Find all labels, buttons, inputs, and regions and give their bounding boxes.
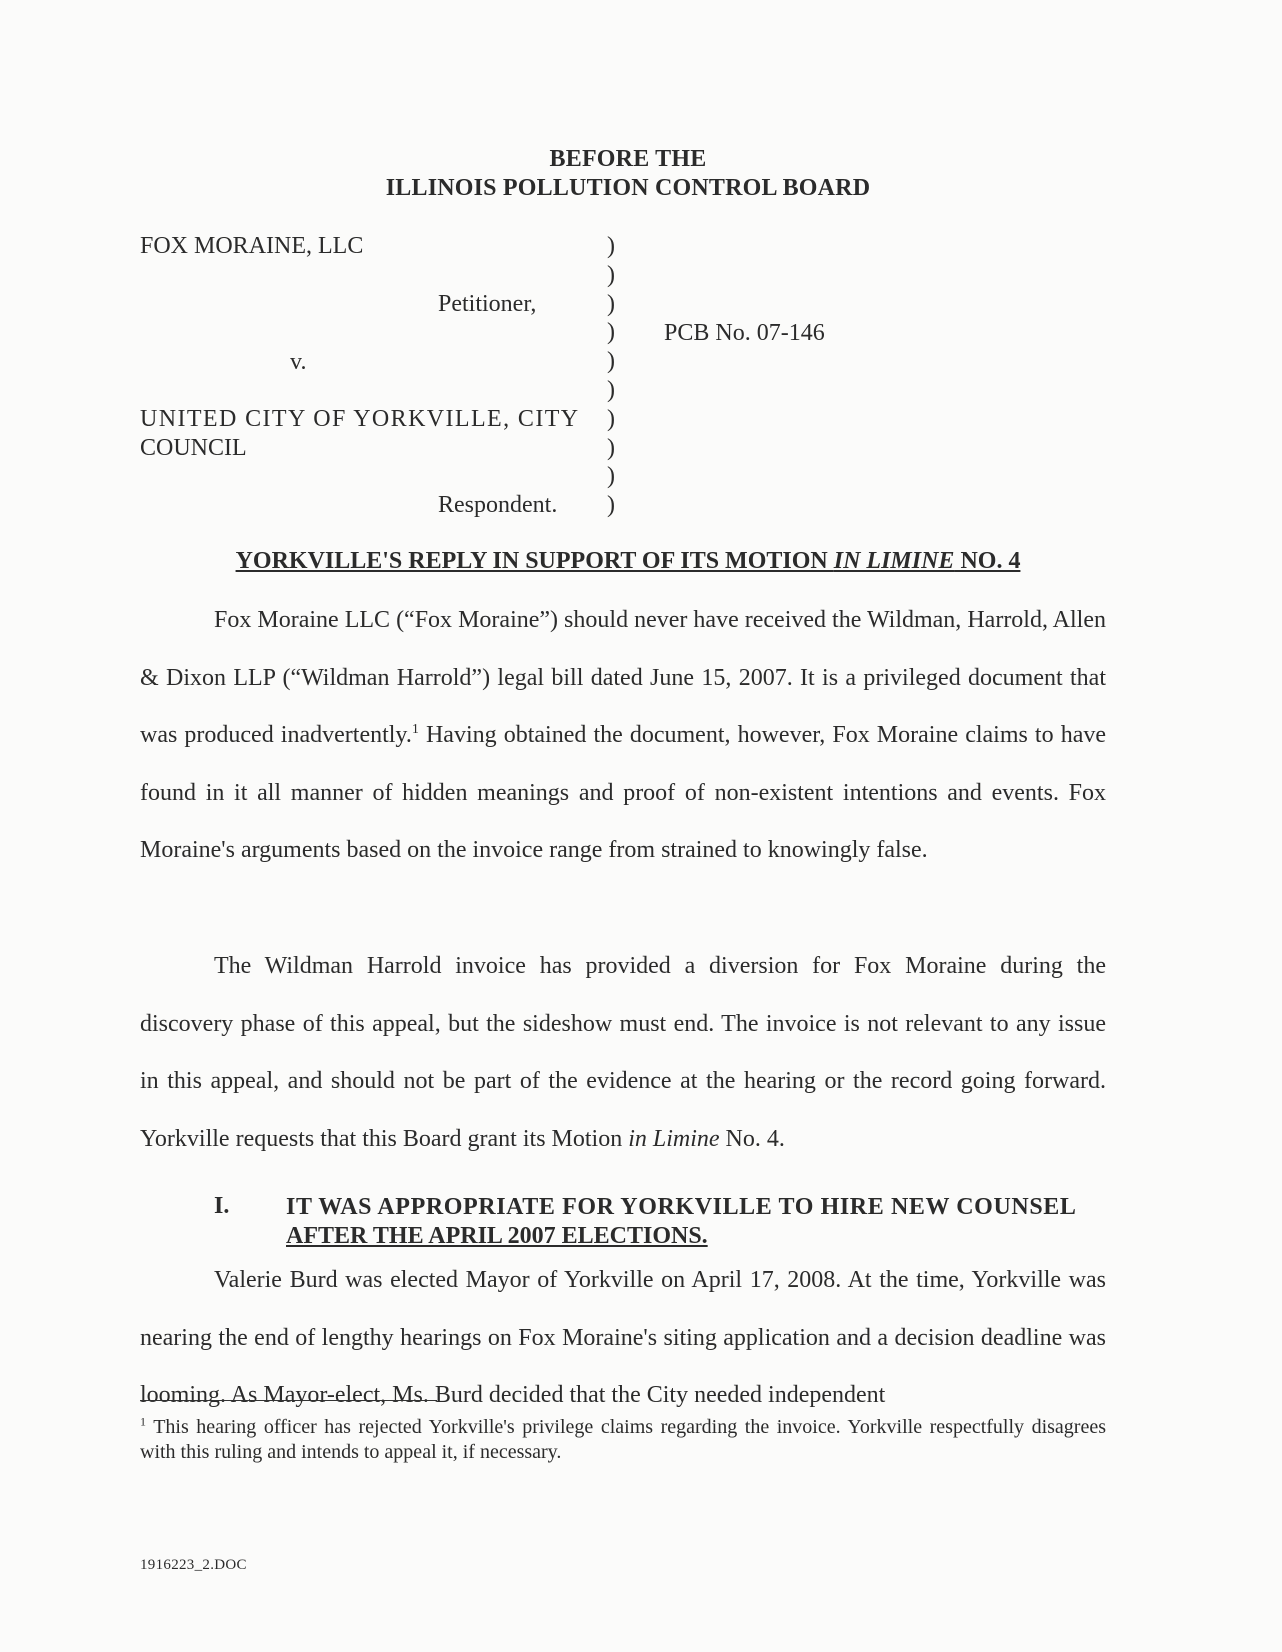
caption-line-2: ILLINOIS POLLUTION CONTROL BOARD bbox=[385, 175, 871, 201]
section-heading bbox=[286, 1193, 1106, 1251]
paren: ) bbox=[607, 319, 615, 346]
section-heading-line-1: IT WAS APPROPRIATE FOR YORKVILLE TO HIRE NEW COUNSEL bbox=[286, 1194, 1077, 1220]
respondent-name-line-2: COUNCIL bbox=[140, 435, 247, 461]
footnote-separator bbox=[140, 1400, 437, 1401]
document-id: 1916223_2.DOC bbox=[140, 1557, 247, 1573]
paragraph-1-text-b: Having obtained the document, however, Fox Moraine claims to have found in it all manner of hidden meanings and proof of non-existent intentions and events. Fox Moraine's arguments based on the invoice range from strained to knowingly false. bbox=[140, 722, 1106, 863]
respondent-role: Respondent. bbox=[438, 492, 558, 518]
footnote-text: This hearing officer has rejected Yorkville's privilege claims regarding the invoice. Yorkville respectfully disagrees with this ruling and intends to appeal it, if necessary. bbox=[140, 1416, 1106, 1463]
paragraph-2-text-a: The Wildman Harrold invoice has provided a diversion for Fox Moraine during the discovery phase of this appeal, but the sideshow must end. The invoice is not relevant to any issue in this appeal, and should not be part of the evidence at the hearing or the record going forward. Yorkville requests that this Board grant its Motion bbox=[140, 953, 1106, 1152]
paren: ) bbox=[607, 405, 615, 432]
paren: ) bbox=[607, 463, 615, 490]
document-title bbox=[0, 548, 1256, 575]
paren: ) bbox=[607, 233, 615, 259]
footnote bbox=[140, 1415, 1106, 1465]
petitioner-role: Petitioner, bbox=[438, 291, 537, 317]
paragraph-1-text-a: Fox Moraine LLC (“Fox Moraine”) should never have received the Wildman, Harrold, Allen & Dixon LLP (“Wildman Harrold”) legal bill dated June 15, 2007. It is a privileged document that was produced inadvertently. bbox=[140, 607, 1106, 748]
paren: ) bbox=[607, 434, 615, 461]
respondent-name-line-1: UNITED CITY OF YORKVILLE, CITY bbox=[140, 406, 580, 432]
case-number: PCB No. 07-146 bbox=[664, 320, 825, 346]
paragraph-1 bbox=[140, 592, 1106, 880]
section-number: I. bbox=[214, 1193, 230, 1219]
caption-line-1: BEFORE THE bbox=[549, 146, 707, 172]
paren: ) bbox=[607, 376, 615, 403]
title-italic: IN LIMINE bbox=[833, 548, 955, 574]
caption-parentheses bbox=[607, 232, 627, 520]
versus-label: v. bbox=[290, 349, 307, 375]
petitioner-name: FOX MORAINE, LLC bbox=[140, 233, 364, 259]
paragraph-2-text-b: No. 4. bbox=[719, 1125, 785, 1152]
paragraph-3: Valerie Burd was elected Mayor of Yorkville on April 17, 2008. At the time, Yorkville was nearing the end of lengthy hearings on Fox Moraine's siting application and a decision deadline was looming. As Mayor-elect, Ms. Burd decided that the City needed independent bbox=[140, 1267, 1106, 1408]
paren: ) bbox=[607, 261, 615, 288]
title-suffix: NO. 4 bbox=[954, 548, 1021, 574]
paren: ) bbox=[607, 290, 615, 317]
section-heading-line-2: AFTER THE APRIL 2007 ELECTIONS. bbox=[286, 1223, 708, 1249]
footnote-reference: 1 bbox=[411, 722, 419, 737]
title-main: YORKVILLE'S REPLY IN SUPPORT OF ITS MOTION bbox=[235, 548, 834, 574]
footnote-marker: 1 bbox=[140, 1414, 146, 1429]
paren: ) bbox=[607, 492, 615, 519]
paren: ) bbox=[607, 348, 615, 375]
paragraph-2 bbox=[140, 938, 1106, 1168]
paragraph-2-italic: in Limine bbox=[628, 1125, 720, 1152]
